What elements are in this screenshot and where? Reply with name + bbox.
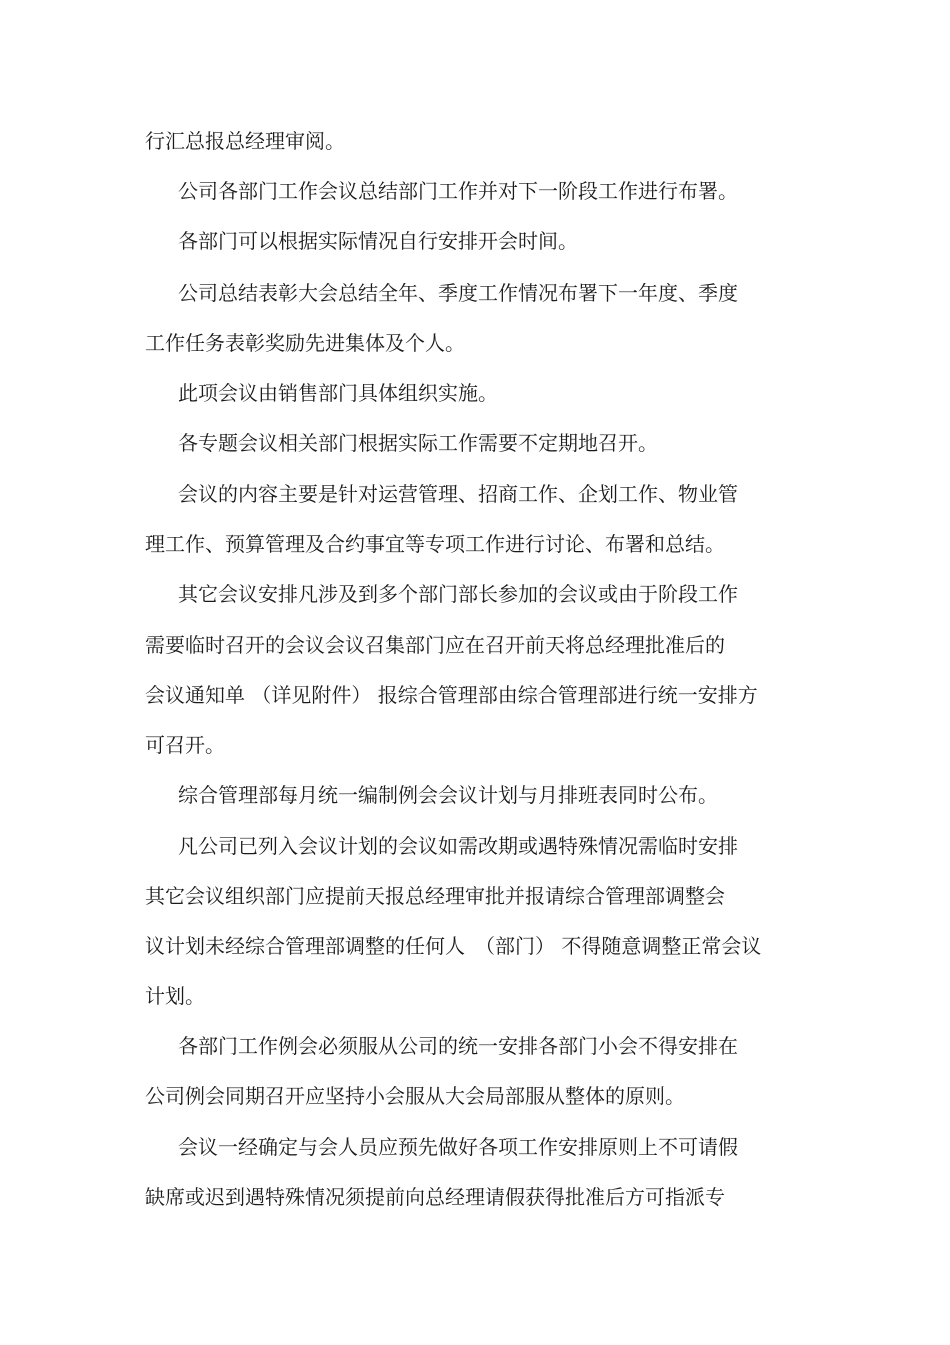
paragraph-start-line: 综合管理部每月统一编制例会会议计划与月排班表同时公布。 xyxy=(178,783,718,807)
text-line: 缺席或迟到遇特殊情况须提前向总经理请假获得批准后方可指派专 xyxy=(145,1185,725,1209)
paragraph-start-line: 公司各部门工作会议总结部门工作并对下一阶段工作进行布署。 xyxy=(178,179,738,203)
text-line: 其它会议组织部门应提前天报总经理审批并报请综合管理部调整会 xyxy=(145,884,725,908)
text-line: 可召开。 xyxy=(145,733,225,757)
paragraph-start-line: 各专题会议相关部门根据实际工作需要不定期地召开。 xyxy=(178,431,658,455)
text-line: 工作任务表彰奖励先进集体及个人。 xyxy=(145,331,465,355)
text-line: 需要临时召开的会议会议召集部门应在召开前天将总经理批准后的 xyxy=(145,633,725,657)
paragraph-start-line: 会议一经确定与会人员应预先做好各项工作安排原则上不可请假 xyxy=(178,1135,738,1159)
text-line: 行汇总报总经理审阅。 xyxy=(145,129,345,153)
text-line: 公司例会同期召开应坚持小会服从大会局部服从整体的原则。 xyxy=(145,1084,685,1108)
paragraph-start-line: 各部门工作例会必须服从公司的统一安排各部门小会不得安排在 xyxy=(178,1034,738,1058)
paragraph-start-line: 其它会议安排凡涉及到多个部门部长参加的会议或由于阶段工作 xyxy=(178,582,738,606)
text-line: 议计划未经综合管理部调整的任何人 （部门） 不得随意调整正常会议 xyxy=(145,934,762,958)
text-line: 理工作、预算管理及合约事宜等专项工作进行讨论、布署和总结。 xyxy=(145,532,725,556)
paragraph-start-line: 凡公司已列入会议计划的会议如需改期或遇特殊情况需临时安排 xyxy=(178,834,738,858)
paragraph-start-line: 各部门可以根据实际情况自行安排开会时间。 xyxy=(178,229,578,253)
paragraph-start-line: 此项会议由销售部门具体组织实施。 xyxy=(178,381,498,405)
paragraph-start-line: 会议的内容主要是针对运营管理、招商工作、企划工作、物业管 xyxy=(178,482,738,506)
text-line: 会议通知单 （详见附件） 报综合管理部由综合管理部进行统一安排方 xyxy=(145,683,758,707)
text-line: 计划。 xyxy=(145,984,205,1008)
paragraph-start-line: 公司总结表彰大会总结全年、季度工作情况布署下一年度、季度 xyxy=(178,281,738,305)
